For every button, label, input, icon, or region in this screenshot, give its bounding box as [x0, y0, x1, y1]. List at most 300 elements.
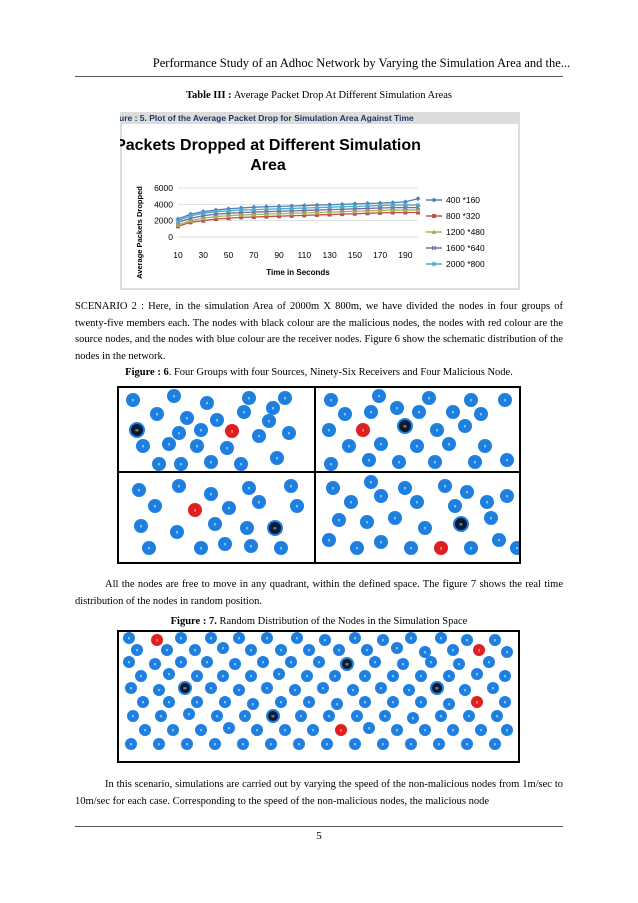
svg-text:R: R — [407, 688, 411, 693]
svg-text:R: R — [463, 688, 467, 693]
receiver-node — [483, 656, 495, 668]
receiver-node — [149, 658, 161, 670]
svg-text:R: R — [443, 484, 447, 489]
svg-text:R: R — [221, 674, 225, 679]
svg-text:R: R — [271, 406, 275, 411]
receiver-node — [491, 710, 503, 722]
receiver-node — [362, 453, 376, 467]
svg-text:R: R — [307, 700, 311, 705]
receiver-node — [500, 489, 514, 503]
receiver-node — [489, 634, 501, 646]
receiver-node — [282, 426, 296, 440]
receiver-node — [245, 670, 257, 682]
svg-text:R: R — [435, 428, 439, 433]
receiver-node — [161, 644, 173, 656]
receiver-node — [458, 419, 472, 433]
svg-text:R: R — [391, 700, 395, 705]
svg-text:R: R — [199, 546, 203, 551]
svg-text:R: R — [195, 674, 199, 679]
x-tick-label: 110 — [297, 250, 312, 260]
figure-7-diagram — [117, 630, 520, 763]
receiver-node — [461, 634, 473, 646]
receiver-node — [460, 485, 474, 499]
svg-text:R: R — [505, 458, 509, 463]
svg-text:R: R — [379, 540, 383, 545]
receiver-node — [410, 495, 424, 509]
malicious-node — [341, 658, 353, 670]
receiver-node — [131, 644, 143, 656]
x-tick-label: 170 — [373, 250, 388, 260]
svg-text:M: M — [459, 522, 463, 527]
svg-text:R: R — [367, 458, 371, 463]
svg-text:R: R — [379, 686, 383, 691]
figure-6-label: Figure : 6 — [125, 367, 169, 378]
svg-text:R: R — [153, 662, 157, 667]
svg-text:R: R — [237, 688, 241, 693]
svg-text:R: R — [331, 486, 335, 491]
data-point — [365, 203, 370, 208]
svg-text:R: R — [379, 494, 383, 499]
receiver-node — [392, 455, 406, 469]
figure-7-caption — [0, 616, 638, 627]
svg-text:R: R — [205, 401, 209, 406]
svg-text:R: R — [489, 516, 493, 521]
receiver-node — [405, 632, 417, 644]
svg-text:R: R — [157, 688, 161, 693]
svg-text:M: M — [183, 686, 187, 691]
receiver-node — [464, 541, 478, 555]
receiver-node — [200, 396, 214, 410]
receiver-node — [137, 696, 149, 708]
receiver-node — [195, 724, 207, 736]
data-point — [403, 203, 408, 208]
data-point — [251, 207, 256, 212]
receiver-node — [500, 453, 514, 467]
svg-text:R: R — [135, 648, 139, 653]
receiver-node — [278, 391, 292, 405]
receiver-node — [471, 668, 483, 680]
receiver-node — [461, 738, 473, 750]
svg-text:R: R — [283, 396, 287, 401]
svg-text:R: R — [475, 672, 479, 677]
svg-text:R: R — [493, 638, 497, 643]
legend-label: 800 *320 — [446, 211, 481, 221]
x-tick-label: 130 — [322, 250, 337, 260]
svg-text:R: R — [275, 456, 279, 461]
receiver-node — [498, 393, 512, 407]
receiver-node — [217, 642, 229, 654]
receiver-node — [222, 501, 236, 515]
receiver-node — [372, 389, 386, 403]
receiver-node — [387, 696, 399, 708]
svg-text:R: R — [465, 638, 469, 643]
data-point — [340, 204, 345, 209]
svg-text:R: R — [401, 662, 405, 667]
receiver-node — [349, 738, 361, 750]
svg-text:R: R — [131, 714, 135, 719]
receiver-node — [209, 738, 221, 750]
svg-text:R: R — [397, 460, 401, 465]
receiver-node — [397, 658, 409, 670]
receiver-node — [484, 511, 498, 525]
svg-text:R: R — [325, 742, 329, 747]
receiver-node — [275, 644, 287, 656]
receiver-node — [351, 710, 363, 722]
svg-text:R: R — [172, 394, 176, 399]
receiver-node — [338, 407, 352, 421]
receiver-node — [223, 722, 235, 734]
source-node — [471, 696, 483, 708]
svg-text:R: R — [129, 742, 133, 747]
receiver-node — [391, 724, 403, 736]
receiver-node — [415, 670, 427, 682]
svg-text:R: R — [289, 484, 293, 489]
receiver-node — [459, 684, 471, 696]
receiver-node — [229, 658, 241, 670]
svg-text:R: R — [243, 714, 247, 719]
svg-text:R: R — [383, 714, 387, 719]
svg-text:R: R — [335, 702, 339, 707]
receiver-node — [234, 457, 248, 471]
svg-text:S: S — [155, 638, 159, 643]
data-point — [188, 213, 193, 218]
receiver-node — [453, 658, 465, 670]
svg-text:R: R — [199, 728, 203, 733]
receiver-node — [125, 682, 137, 694]
receiver-node — [191, 670, 203, 682]
receiver-node — [435, 710, 447, 722]
figure-6-diagram — [117, 386, 521, 564]
svg-text:R: R — [249, 544, 253, 549]
figure-7-label: Figure : 7. — [170, 616, 217, 627]
svg-text:R: R — [209, 492, 213, 497]
receiver-node — [134, 519, 148, 533]
receiver-node — [499, 670, 511, 682]
svg-text:R: R — [447, 674, 451, 679]
receiver-node — [443, 698, 455, 710]
receiver-node — [270, 451, 284, 465]
receiver-node — [418, 521, 432, 535]
receiver-node — [303, 644, 315, 656]
svg-text:R: R — [423, 650, 427, 655]
receiver-node — [233, 632, 245, 644]
receiver-node — [172, 426, 186, 440]
x-tick-label: 30 — [198, 250, 208, 260]
receiver-node — [333, 644, 345, 656]
receiver-node — [153, 738, 165, 750]
receiver-node — [170, 525, 184, 539]
svg-text:R: R — [213, 742, 217, 747]
receiver-node — [150, 407, 164, 421]
receiver-node — [375, 682, 387, 694]
receiver-node — [189, 644, 201, 656]
svg-text:R: R — [283, 728, 287, 733]
svg-text:R: R — [279, 648, 283, 653]
svg-text:R: R — [187, 712, 191, 717]
receiver-node — [360, 515, 374, 529]
page-number: 5 — [316, 830, 322, 842]
svg-text:R: R — [209, 636, 213, 641]
svg-text:R: R — [311, 728, 315, 733]
svg-text:R: R — [419, 674, 423, 679]
receiver-node — [492, 533, 506, 547]
svg-text:R: R — [299, 714, 303, 719]
receiver-node — [163, 696, 175, 708]
svg-text:R: R — [227, 726, 231, 731]
svg-text:M: M — [135, 428, 139, 433]
data-point — [201, 211, 206, 216]
source-node — [473, 644, 485, 656]
svg-text:R: R — [179, 636, 183, 641]
receiver-node — [290, 499, 304, 513]
receiver-node — [501, 646, 513, 658]
receiver-node — [291, 632, 303, 644]
svg-text:R: R — [411, 716, 415, 721]
receiver-node — [261, 632, 273, 644]
svg-text:R: R — [365, 520, 369, 525]
svg-text:R: R — [451, 728, 455, 733]
x-axis-label: Time in Seconds — [266, 268, 330, 277]
svg-text:R: R — [381, 638, 385, 643]
svg-text:R: R — [415, 444, 419, 449]
data-point — [302, 206, 307, 211]
svg-text:R: R — [351, 688, 355, 693]
receiver-node — [361, 644, 373, 656]
packets-dropped-chart — [120, 112, 520, 290]
receiver-node — [237, 738, 249, 750]
svg-text:R: R — [245, 526, 249, 531]
svg-text:S: S — [230, 429, 234, 434]
source-node — [356, 423, 370, 437]
receiver-node — [261, 682, 273, 694]
source-node — [151, 634, 163, 646]
receiver-node — [136, 439, 150, 453]
svg-text:R: R — [297, 742, 301, 747]
receiver-node — [194, 541, 208, 555]
svg-text:R: R — [131, 398, 135, 403]
data-point — [352, 204, 357, 209]
svg-text:R: R — [279, 700, 283, 705]
svg-text:R: R — [409, 636, 413, 641]
receiver-node — [428, 455, 442, 469]
receiver-node — [293, 738, 305, 750]
legend-label: 400 *160 — [446, 195, 481, 205]
receiver-node — [474, 407, 488, 421]
svg-text:R: R — [447, 702, 451, 707]
receiver-node — [313, 656, 325, 668]
svg-text:R: R — [467, 714, 471, 719]
svg-text:R: R — [267, 419, 271, 424]
svg-text:S: S — [475, 700, 479, 705]
receiver-node — [217, 670, 229, 682]
svg-text:R: R — [457, 662, 461, 667]
svg-text:R: R — [337, 648, 341, 653]
svg-text:R: R — [257, 500, 261, 505]
receiver-node — [323, 710, 335, 722]
svg-text:R: R — [379, 442, 383, 447]
malicious-node — [179, 682, 191, 694]
figure-7-caption-text: Random Distribution of the Nodes in the Simulation Space — [216, 616, 468, 627]
receiver-node — [447, 644, 459, 656]
receiver-node — [152, 457, 166, 471]
svg-text:R: R — [423, 526, 427, 531]
svg-text:S: S — [339, 728, 343, 733]
svg-text:R: R — [491, 686, 495, 691]
svg-text:R: R — [429, 660, 433, 665]
svg-text:R: R — [479, 728, 483, 733]
receiver-node — [321, 738, 333, 750]
svg-text:R: R — [221, 646, 225, 651]
svg-text:R: R — [141, 444, 145, 449]
svg-text:R: R — [503, 700, 507, 705]
svg-text:R: R — [233, 662, 237, 667]
svg-text:R: R — [265, 636, 269, 641]
svg-text:R: R — [395, 728, 399, 733]
x-tick-label: 190 — [398, 250, 413, 260]
svg-text:R: R — [473, 460, 477, 465]
svg-text:R: R — [247, 486, 251, 491]
svg-text:R: R — [209, 686, 213, 691]
svg-text:R: R — [193, 648, 197, 653]
receiver-node — [155, 710, 167, 722]
svg-text:R: R — [317, 660, 321, 665]
malicious-node — [398, 419, 412, 433]
receiver-node — [363, 722, 375, 734]
svg-text:R: R — [447, 442, 451, 447]
receiver-node — [446, 405, 460, 419]
svg-text:R: R — [247, 396, 251, 401]
receiver-node — [317, 682, 329, 694]
source-node — [434, 541, 448, 555]
svg-text:R: R — [305, 674, 309, 679]
receiver-node — [295, 710, 307, 722]
receiver-node — [430, 423, 444, 437]
figure-5 — [120, 112, 520, 290]
data-point — [416, 203, 421, 208]
svg-text:R: R — [293, 688, 297, 693]
svg-text:R: R — [137, 488, 141, 493]
data-point — [378, 203, 383, 208]
receiver-node — [407, 712, 419, 724]
receiver-node — [240, 521, 254, 535]
table-label: Table III : — [185, 90, 232, 101]
receiver-node — [205, 682, 217, 694]
svg-text:R: R — [451, 648, 455, 653]
svg-text:R: R — [179, 660, 183, 665]
svg-text:R: R — [185, 416, 189, 421]
receiver-node — [379, 710, 391, 722]
x-tick-label: 90 — [274, 250, 284, 260]
svg-text:R: R — [147, 546, 151, 551]
receiver-node — [275, 696, 287, 708]
svg-text:R: R — [167, 442, 171, 447]
receiver-node — [443, 670, 455, 682]
svg-text:R: R — [417, 410, 421, 415]
svg-text:R: R — [185, 742, 189, 747]
receiver-node — [175, 656, 187, 668]
receiver-node — [126, 393, 140, 407]
data-point — [226, 208, 231, 213]
svg-text:R: R — [153, 504, 157, 509]
receiver-node — [183, 708, 195, 720]
receiver-node — [398, 481, 412, 495]
svg-text:R: R — [465, 742, 469, 747]
receiver-node — [194, 423, 208, 437]
svg-text:R: R — [463, 424, 467, 429]
svg-text:R: R — [327, 714, 331, 719]
svg-text:R: R — [427, 396, 431, 401]
svg-text:R: R — [242, 410, 246, 415]
svg-text:R: R — [225, 446, 229, 451]
figure-5-caption: Figure : 5. Plot of the Average Packet Drop for Simulation Area Against Time — [120, 113, 414, 123]
receiver-node — [319, 634, 331, 646]
receiver-node — [359, 670, 371, 682]
receiver-node — [350, 541, 364, 555]
svg-text:R: R — [177, 431, 181, 436]
svg-text:R: R — [177, 484, 181, 489]
svg-text:S: S — [477, 648, 481, 653]
receiver-node — [374, 535, 388, 549]
receiver-node — [388, 511, 402, 525]
receiver-node — [391, 642, 403, 654]
receiver-node — [489, 738, 501, 750]
svg-text:R: R — [347, 444, 351, 449]
svg-text:R: R — [329, 398, 333, 403]
receiver-node — [208, 517, 222, 531]
svg-text:R: R — [141, 700, 145, 705]
svg-text:M: M — [273, 526, 277, 531]
receiver-node — [404, 541, 418, 555]
receiver-node — [279, 724, 291, 736]
svg-text:R: R — [289, 660, 293, 665]
svg-text:R: R — [505, 650, 509, 655]
receiver-node — [342, 439, 356, 453]
svg-text:R: R — [323, 638, 327, 643]
receiver-node — [167, 389, 181, 403]
svg-text:R: R — [249, 674, 253, 679]
svg-text:R: R — [349, 500, 353, 505]
svg-text:M: M — [345, 662, 349, 667]
svg-text:R: R — [241, 742, 245, 747]
receiver-node — [468, 455, 482, 469]
receiver-node — [359, 696, 371, 708]
svg-text:R: R — [423, 728, 427, 733]
svg-text:R: R — [261, 660, 265, 665]
svg-text:M: M — [435, 686, 439, 691]
receiver-node — [347, 684, 359, 696]
receiver-node — [480, 495, 494, 509]
receiver-node — [377, 738, 389, 750]
receiver-node — [172, 479, 186, 493]
svg-text:R: R — [355, 546, 359, 551]
svg-text:R: R — [251, 702, 255, 707]
chart-title-line-2: Area — [250, 157, 286, 174]
receiver-node — [475, 724, 487, 736]
receiver-node — [332, 513, 346, 527]
data-point — [327, 205, 332, 210]
receiver-node — [390, 401, 404, 415]
receiver-node — [139, 724, 151, 736]
malicious-node — [454, 517, 468, 531]
svg-text:R: R — [415, 500, 419, 505]
legend-label: 2000 *800 — [446, 259, 485, 269]
receiver-node — [266, 401, 280, 415]
receiver-node — [326, 481, 340, 495]
svg-text:R: R — [223, 542, 227, 547]
receiver-node — [273, 668, 285, 680]
malicious-node — [431, 682, 443, 694]
receiver-node — [218, 537, 232, 551]
